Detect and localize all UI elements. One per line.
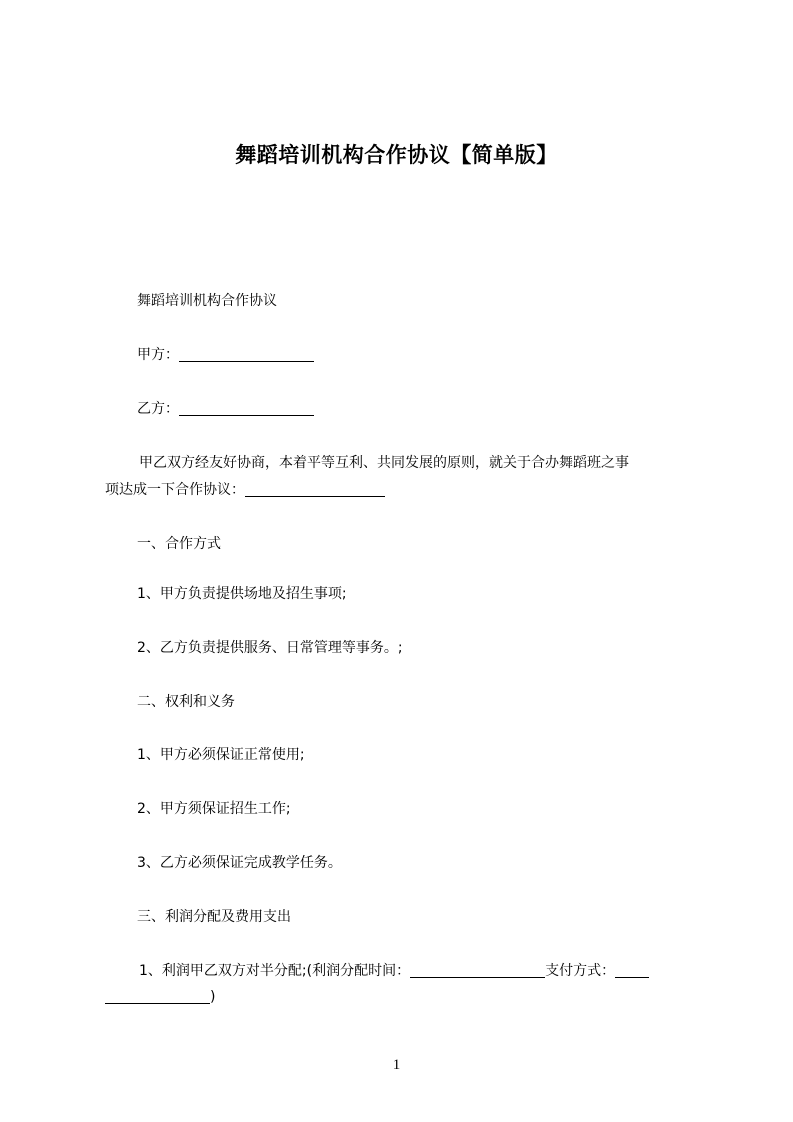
party-b-line — [137, 395, 710, 423]
section-3-item-1-close: ) — [210, 989, 216, 1005]
section-3-title: 三、利润分配及费用支出 — [137, 909, 291, 925]
profit-time-blank — [410, 961, 545, 978]
party-b-label: 乙方： — [137, 401, 179, 417]
payment-method-blank-end — [105, 987, 210, 1004]
section-3-item-1-text: 1、利润甲乙双方对半分配;(利润分配时间： — [139, 963, 411, 979]
intro-blank — [245, 480, 385, 497]
agreement-heading: 舞蹈培训机构合作协议 — [137, 293, 277, 309]
section-3-item-1-line-1 — [139, 957, 710, 985]
section-1-title: 一、合作方式 — [137, 536, 221, 552]
section-1-item-2: 2、乙方负责提供服务、日常管理等事务。; — [137, 640, 403, 656]
payment-method-blank-start — [615, 961, 649, 978]
section-3-item-1-pay-label: 支付方式： — [545, 963, 616, 979]
party-a-blank — [179, 345, 314, 362]
section-2-title: 二、权利和义务 — [137, 694, 235, 710]
section-2-item-1: 1、甲方必须保证正常使用; — [137, 747, 305, 763]
document-title: 舞蹈培训机构合作协议【简单版】 — [235, 143, 558, 167]
section-2-item-2: 2、甲方须保证招生工作; — [137, 801, 291, 817]
section-1-item-1: 1、甲方负责提供场地及招生事项; — [137, 586, 347, 602]
intro-line-1: 甲乙双方经友好协商，本着平等互利、共同发展的原则，就关于合办舞蹈班之事 — [139, 455, 629, 471]
intro-line-2 — [105, 476, 710, 504]
party-a-label: 甲方： — [137, 347, 179, 363]
intro-line-2-text: 项达成一下合作协议： — [105, 482, 245, 498]
party-a-line — [137, 341, 710, 369]
party-b-blank — [179, 399, 314, 416]
page-number: 1 — [392, 1057, 401, 1073]
section-3-item-1-line-2 — [105, 983, 710, 1011]
section-2-item-3: 3、乙方必须保证完成教学任务。 — [137, 855, 342, 871]
